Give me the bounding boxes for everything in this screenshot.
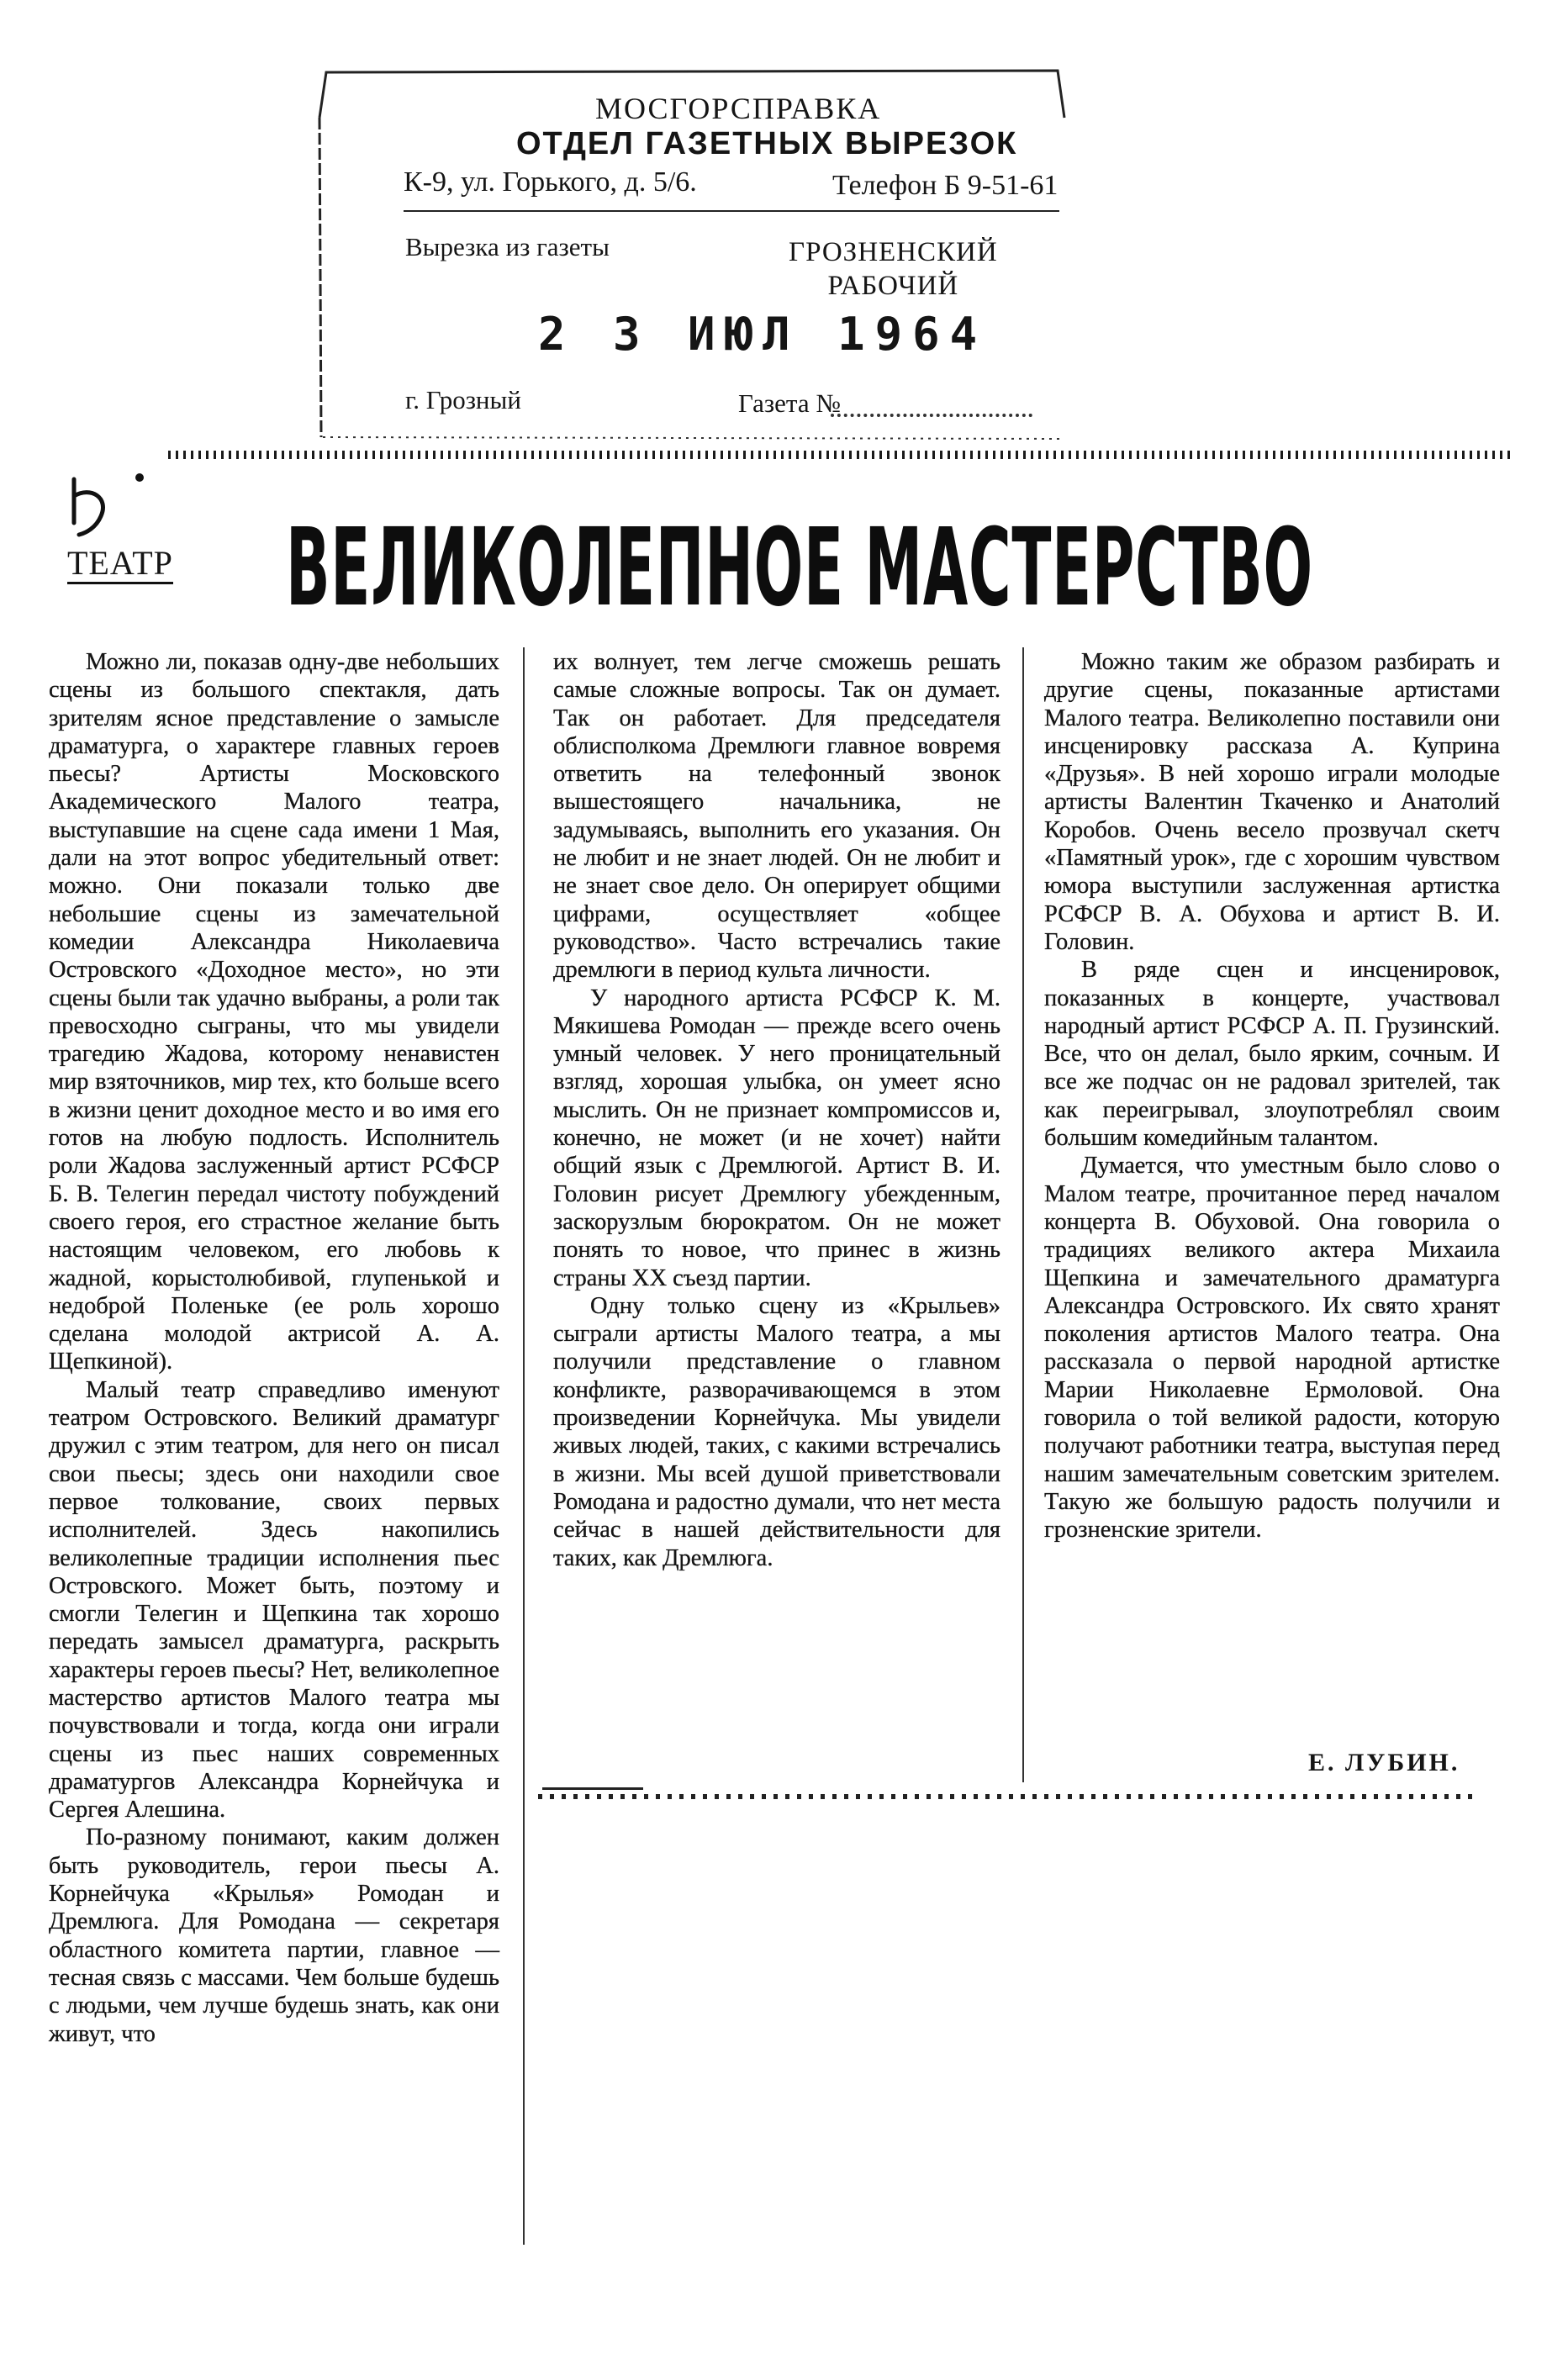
paragraph: В ряде сцен и инсценировок, показанных в концерте, участвовал народный артист РСФСР А. П. Грузинский. Все, что он делал, было ярким, сочным. И все же подчас он не радовал зрителей, так как переигрывал, злоупотреблял своим большим комедийным талантом. [1044,957,1500,1152]
article-column-1 [49,648,499,2048]
stamp-city: г. Грозный [405,385,521,414]
clipping-cut-line [542,1787,643,1790]
paragraph: У народного артиста РСФСР К. М. Мякишева Ромодан — прежде всего очень умный человек. У него проницательный взгляд, хорошая улыбка, он умеет ясно мыслить. Он не признает компромиссов и, конечно, не может (и не хочет) найти общий язык с Дремлюгой. Артист В. И. Головин рисует Дремлюгу убежденным, заскорузлым бюрократом. Он не может понять то новое, что принес в жизнь страны XX съезд партии. [553,984,1000,1291]
stamp-divider [404,210,1059,212]
article-column-2 [553,648,1000,1572]
stamp-dotted-field [831,414,1032,417]
clipping-top-edge [168,451,1513,459]
rubric-label: ТЕАТР [67,545,173,584]
stamp-date: 2 3 ИЮЛ 1964 [538,308,988,361]
article-author: Е. ЛУБИН. [1308,1749,1460,1776]
stamp-newspaper-line1: ГРОЗНЕНСКИЙ [789,237,998,267]
stamp-newspaper-line2: РАБОЧИЙ [827,271,959,301]
article-column-3 [1044,648,1500,1544]
clipping-bottom-edge [538,1794,1480,1799]
column-divider [523,647,525,2245]
stamp-gazeta-label: Газета № [738,388,841,418]
paragraph: Можно ли, показав одну-две небольших сцены из большого спектакля, дать зрителям ясное представление о замысле драматурга, о характере главных героев пьесы? Артисты Московского Академического Малого театра, выступавшие на сцене сада имени 1 Мая, дали на этот вопрос убедительный ответ: можно. Они показали только две небольшие сцены из замечательной комедии Александра Николаевича Островского «Доходное место», но эти сцены были так удачно выбраны, а роли так превосходно сыграны, что мы увидели трагедию Жадова, которому ненавистен мир взяточников, мир тех, кто больше всего в жизни ценит доходное место и во имя его готов на любую подлость. Исполнитель роли Жадова заслуженный артист РСФСР Б. В. Телегин передал чистоту побуждений своего героя, его страстное желание быть настоящим человеком, его любовь к жадной, корыстолюбивой, глупенькой и недоброй Поленьке (ее роль хорошо сделана молодой актрисой А. А. Щепкиной). [49,649,499,1375]
paragraph: Думается, что уместным было слово о Малом театре, прочитанное перед началом концерта В. Обуховой. Она говорила о традициях великого актера Михаила Щепкина и замечательного драматурга Александра Островского. Их свято хранят поколения артистов Малого театра. Она рассказала о первой народной артистке Марии Николаевне Ермоловой. Она говорила о той великой радости, которую получают работники театра, выступая перед нашим замечательным советским зрителем. Такую же большую радость получили и грозненские зрители. [1044,1153,1500,1544]
paragraph: их волнует, тем легче сможешь решать самые сложные вопросы. Так он думает. Так он работает. Для председателя облисполкома Дремлюги главное вовремя ответить на телефонный звонок вышестоящего начальника, не задумываясь, выполнить его указания. Он не любит и не знает людей. Он не любит и не знает свое дело. Он оперирует общими цифрами, осуществляет «общее руководство». Часто встречались такие дремлюги в период культа личности. [553,649,1000,984]
stamp-department: ОТДЕЛ ГАЗЕТНЫХ ВЫРЕЗОК [516,126,1018,161]
paragraph: По-разному понимают, каким должен быть руководитель, герои пьесы А. Корнейчука «Крылья» Ромодан и Дремлюга. Для Ромодана — секретаря областного комитета партии, главное — тесная связь с массами. Чем больше будешь с людьми, чем лучше будешь знать, как они живут, что [49,1824,499,2047]
paragraph: Малый театр справедливо именуют театром Островского. Великий драматург дружил с этим театром, для него он писал свои пьесы; здесь они находили свое первое толкование, своих первых исполнителей. Здесь накопились великолепные традиции исполнения пьес Островского. Может быть, поэтому и смогли Телегин и Щепкина так хорошо передать замысел драматурга, раскрыть характеры героев пьесы? Нет, великолепное мастерство артистов Малого театра мы почувствовали и тогда, когда они играли сцены из пьес наших современных драматургов Александра Корнейчука и Сергея Алешина. [49,1376,499,1824]
stamp-agency: МОСГОРСПРАВКА [595,92,882,125]
handwritten-mark [49,472,150,548]
paragraph: Одну только сцену из «Крыльев» сыграли артисты Малого театра, а мы получили представление о главном конфликте, разворачивающемся в этом произведении Корнейчука. Мы увидели живых людей, таких, с какими встречались в жизни. Мы всей душой приветствовали Ромодана и радостно думали, что нет места сейчас в нашей действительности для таких, как Дремлюга. [553,1292,1000,1571]
column-divider [1022,647,1024,1782]
stamp-phone: Телефон Б 9-51-61 [832,170,1059,201]
stamp-clip-label: Вырезка из газеты [405,232,610,261]
clipping-stamp [318,67,1074,446]
paragraph: Можно таким же образом разбирать и другие сцены, показанные артистами Малого театра. Великолепно поставили они инсценировку рассказа А. Куприна «Друзья». В ней хорошо играли молодые артисты Валентин Ткаченко и Анатолий Коробов. Очень весело прозвучал скетч «Памятный урок», где с хорошим чувством юмора выступили заслуженная артистка РСФСР В. А. Обухова и артист В. И. Головин. [1044,649,1500,955]
stamp-address: К-9, ул. Горького, д. 5/6. [404,166,697,198]
stamp-newspaper-name [789,235,998,303]
article-headline: ВЕЛИКОЛЕПНОЕ МАСТЕРСТВО [286,504,1313,631]
